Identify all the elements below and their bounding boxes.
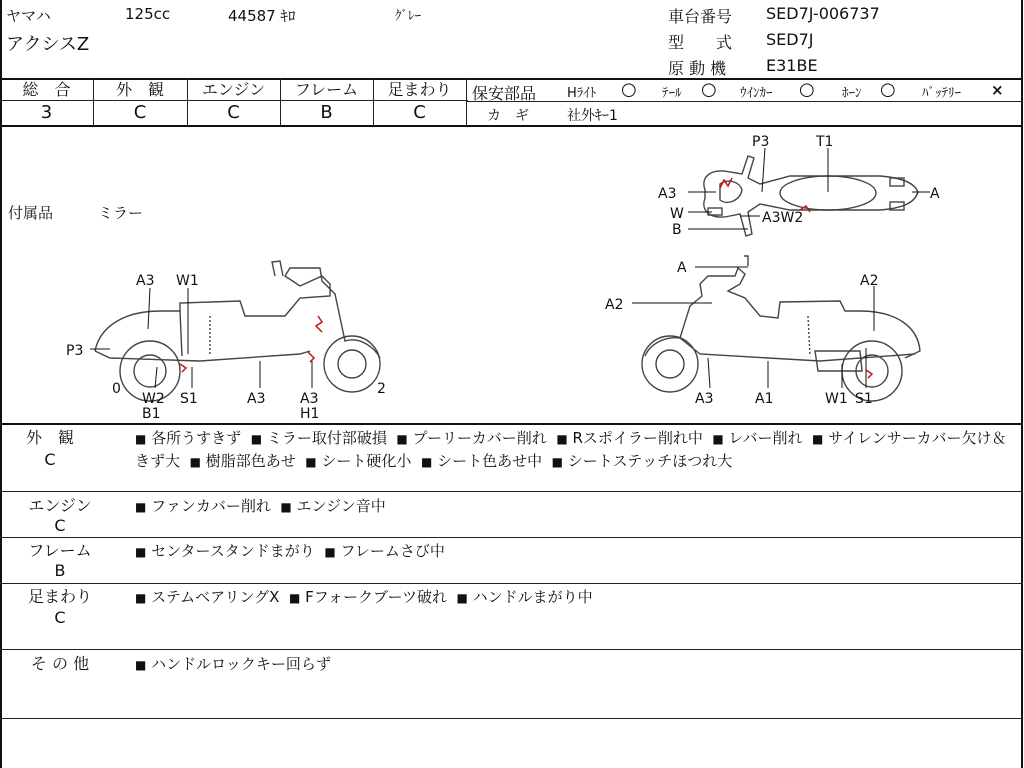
grade-label-engine: エンジン [201,80,266,99]
remark-grade-frame: B [54,561,66,580]
mileage: 44587 ｷﾛ [228,7,296,25]
diag-left-p3: P3 [66,343,84,359]
diag-top-a3: A3 [658,186,677,202]
grade-value-suspension: C [413,102,426,123]
safety-label: 保安部品 [472,84,537,103]
safety-item-headlight: Hﾗｲﾄ [567,86,597,101]
safety-item-battery: ﾊﾞｯﾃﾘｰ [922,86,961,101]
safety-item-winker: ｳｲﾝｶｰ [740,86,773,101]
diag-left-2: 2 [377,381,386,397]
type-value: SED7J [766,30,814,49]
diag-top-a3w2: A3W2 [762,210,804,226]
diag-left-w1: W1 [176,273,199,289]
accessories-label: 付属品 [8,204,54,222]
top-view-diagram [704,156,918,236]
diag-right-a: A [677,260,687,276]
diag-left-a3: A3 [136,273,155,289]
grade-label-suspension: 足まわり [387,80,452,99]
frame-no: SED7J-006737 [766,4,880,23]
grade-value-overall: 3 [40,102,53,123]
safety-mark-headlight: ○ [621,79,637,100]
remark-label-engine: エンジン [28,496,92,515]
model-name: アクシスZ [6,34,90,55]
diag-left-h1: H1 [300,406,320,422]
engine-value: E31BE [766,56,818,75]
frame-no-label: 車台番号 [668,7,733,26]
accessories-value: ミラー [98,204,144,222]
diag-right-a3: A3 [695,391,714,407]
grade-value-engine: C [227,102,240,123]
grade-value-exterior: C [133,102,147,123]
diag-left-0: 0 [112,381,121,397]
diag-top-t1: T1 [816,134,834,150]
safety-mark-battery: × [991,81,1004,99]
key-value: 社外ｷｰ1 [567,108,618,124]
remark-label-frame: フレーム [28,541,92,560]
diag-right-w1: W1 [825,391,848,407]
key-label: カ ギ [487,108,529,124]
safety-mark-horn: ○ [880,79,896,100]
color: ｸﾞﾚｰ [395,9,421,24]
displacement: 125cc [125,5,171,23]
engine-label: 原 動 機 [668,59,727,78]
diag-top-b: B [672,222,682,238]
scooter-diagram [0,126,1024,423]
grade-label-overall: 総 合 [22,80,71,99]
diag-right-a1: A1 [755,391,774,407]
remark-label-other: そ の 他 [30,654,90,673]
diag-right-a2-left: A2 [605,297,624,313]
grade-value-frame: B [320,102,333,123]
remark-items-other: ■ ハンドルロックキー回らず [135,655,331,673]
safety-item-horn: ﾎｰﾝ [842,86,862,101]
grade-label-frame: フレーム [294,80,359,99]
remark-label-exterior: 外 観 [25,428,74,447]
diag-right-s1: S1 [855,391,873,407]
remark-grade-suspension: C [54,608,66,627]
safety-item-tail: ﾃｰﾙ [662,86,682,101]
diag-left-a3-bottom: A3 [247,391,266,407]
remark-items-engine: ■ ファンカバー削れ ■ エンジン音中 [135,497,386,515]
safety-mark-tail: ○ [701,79,717,100]
diag-left-s1: S1 [180,391,198,407]
diag-right-a2-right: A2 [860,273,879,289]
grade-label-exterior: 外 観 [115,80,164,99]
diag-left-a3-h: A3 [300,391,319,407]
maker: ヤマハ [6,7,51,25]
remark-grade-exterior: C [44,450,56,469]
remark-items-suspension: ■ ステムベアリングX ■ Fフォークブーツ破れ ■ ハンドルまがり中 [135,588,593,606]
diag-left-w2: W2 [142,391,165,407]
remark-label-suspension: 足まわり [27,587,92,606]
remark-items-frame: ■ センタースタンドまがり ■ フレームさび中 [135,542,445,560]
diag-top-a: A [930,186,940,202]
remark-grade-engine: C [54,516,66,535]
diag-top-p3: P3 [752,134,770,150]
safety-mark-winker: ○ [799,79,815,100]
diag-top-w: W [670,206,684,222]
remark-items-exterior: ■ 各所うすきず ■ ミラー取付部破損 ■ プーリーカバー削れ ■ Rスポイラー削れ中 ■ レバー削れ ■ サイレンサーカバー欠け＆きず大 ■ 樹脂部色あせ ■ シート硬化小 ■ シート色あせ中 ■ シートステッチほつれ大 [135,429,1007,470]
diag-left-b1: B1 [142,406,161,422]
type-label: 型 式 [668,33,733,52]
